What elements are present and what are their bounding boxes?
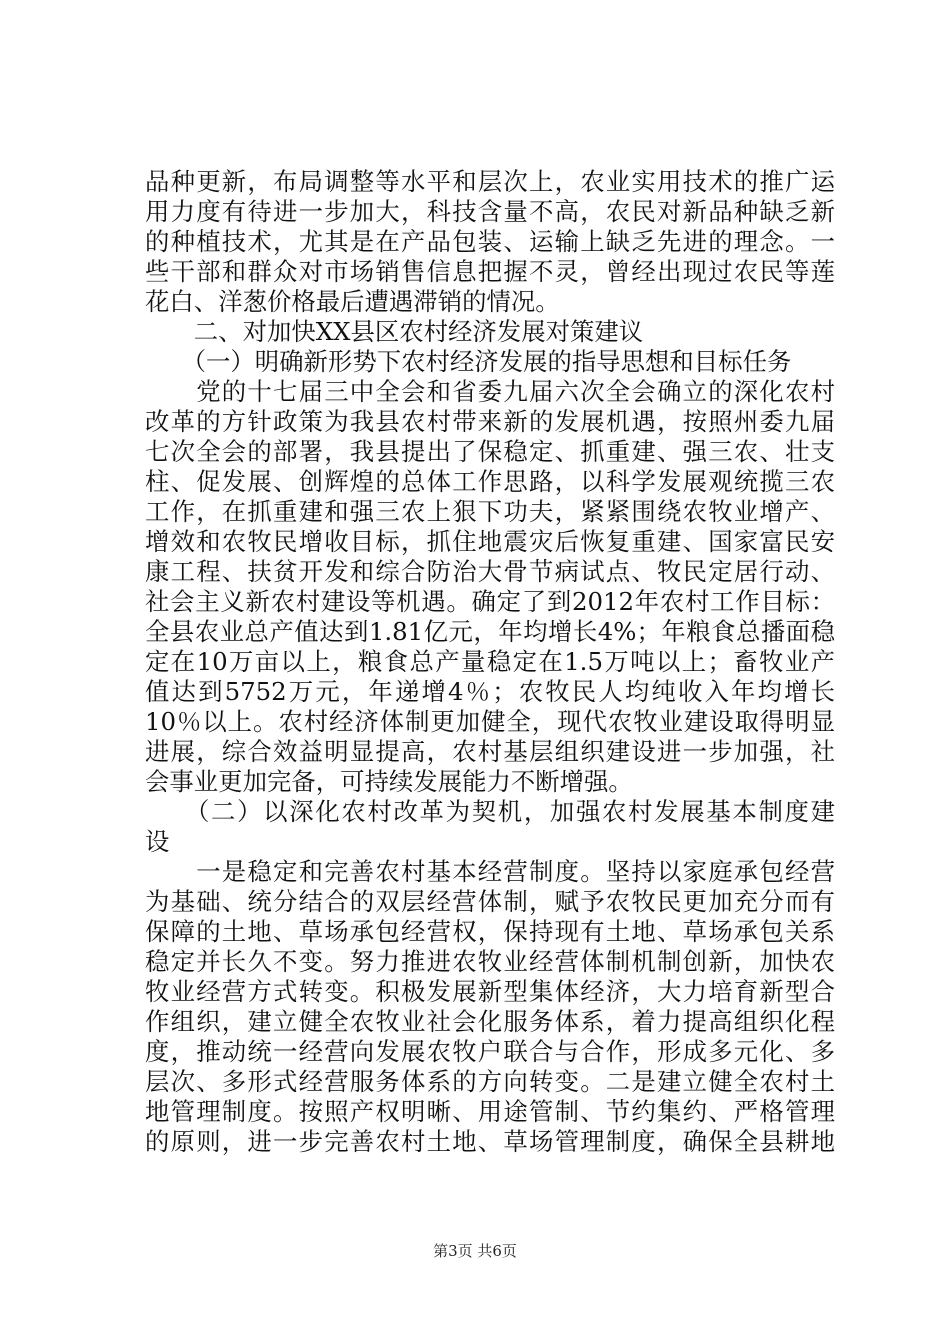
subsection-heading: （二）以深化农村改革为契机，加强农村发展基本制度建 xyxy=(145,797,835,826)
text-line: 牧业经营方式转变。积极发展新型集体经济，大力培育新型合 xyxy=(145,977,835,1006)
text-line: 层次、多形式经营服务体系的方向转变。二是建立健全农村土 xyxy=(145,1067,835,1096)
text-line: 度，推动统一经营向发展农牧户联合与合作，形成多元化、多 xyxy=(145,1037,835,1066)
subsection-heading: （一）明确新形势下农村经济发展的指导思想和目标任务 xyxy=(145,347,792,376)
text-line: 10％以上。农村经济体制更加健全，现代农牧业建设取得明显 xyxy=(145,707,835,736)
text-line: 的种植技术，尤其是在产品包装、运输上缺乏先进的理念。一 xyxy=(145,227,835,256)
text-line: 社会主义新农村建设等机遇。确定了到2012年农村工作目标： xyxy=(145,587,835,616)
text-line: 康工程、扶贫开发和综合防治大骨节病试点、牧民定居行动、 xyxy=(145,557,835,586)
text-line: 些干部和群众对市场销售信息把握不灵，曾经出现过农民等莲 xyxy=(145,257,835,286)
text-line: 定在10万亩以上，粮食总产量稳定在1.5万吨以上；畜牧业产 xyxy=(145,647,835,676)
text-line: 一是稳定和完善农村基本经营制度。坚持以家庭承包经营 xyxy=(145,857,835,886)
text-line: 增效和农牧民增收目标，抓住地震灾后恢复重建、国家富民安 xyxy=(145,527,835,556)
text-line: 七次全会的部署，我县提出了保稳定、抓重建、强三农、壮支 xyxy=(145,437,835,466)
text-line: 全县农业总产值达到1.81亿元，年均增长4%；年粮食总播面稳 xyxy=(145,617,835,646)
text-line: 用力度有待进一步加大，科技含量不高，农民对新品种缺乏新 xyxy=(145,197,835,226)
text-line: 党的十七届三中全会和省委九届六次全会确立的深化农村 xyxy=(145,377,835,406)
text-line: 值达到5752万元，年递增4％；农牧民人均纯收入年均增长 xyxy=(145,677,835,706)
text-line: 进展，综合效益明显提高，农村基层组织建设进一步加强，社 xyxy=(145,737,835,766)
section-heading: 二、对加快XX县区农村经济发展对策建议 xyxy=(145,317,644,346)
text-line: 稳定并长久不变。努力推进农牧业经营体制机制创新，加快农 xyxy=(145,947,835,976)
text-line: 的原则，进一步完善农村土地、草场管理制度，确保全县耕地 xyxy=(145,1127,835,1156)
text-line: 工作，在抓重建和强三农上狠下功夫，紧紧围绕农牧业增产、 xyxy=(145,497,835,526)
text-line: 改革的方针政策为我县农村带来新的发展机遇，按照州委九届 xyxy=(145,407,835,436)
page-number-footer: 第3页 共6页 xyxy=(433,1242,517,1260)
text-line: 品种更新，布局调整等水平和层次上，农业实用技术的推广运 xyxy=(145,167,835,196)
text-line: 作组织，建立健全农牧业社会化服务体系，着力提高组织化程 xyxy=(145,1007,835,1036)
text-line: 为基础、统分结合的双层经营体制，赋予农牧民更加充分而有 xyxy=(145,887,835,916)
document-body xyxy=(145,167,835,1157)
text-line: 会事业更加完备，可持续发展能力不断增强。 xyxy=(145,767,633,796)
text-line: 柱、促发展、创辉煌的总体工作思路，以科学发展观统揽三农 xyxy=(145,467,835,496)
subsection-heading: 设 xyxy=(145,827,170,856)
text-line: 花白、洋葱价格最后遭遇滞销的情况。 xyxy=(145,287,560,316)
text-line: 保障的土地、草场承包经营权，保持现有土地、草场承包关系 xyxy=(145,917,835,946)
text-line: 地管理制度。按照产权明晰、用途管制、节约集约、严格管理 xyxy=(145,1097,835,1126)
